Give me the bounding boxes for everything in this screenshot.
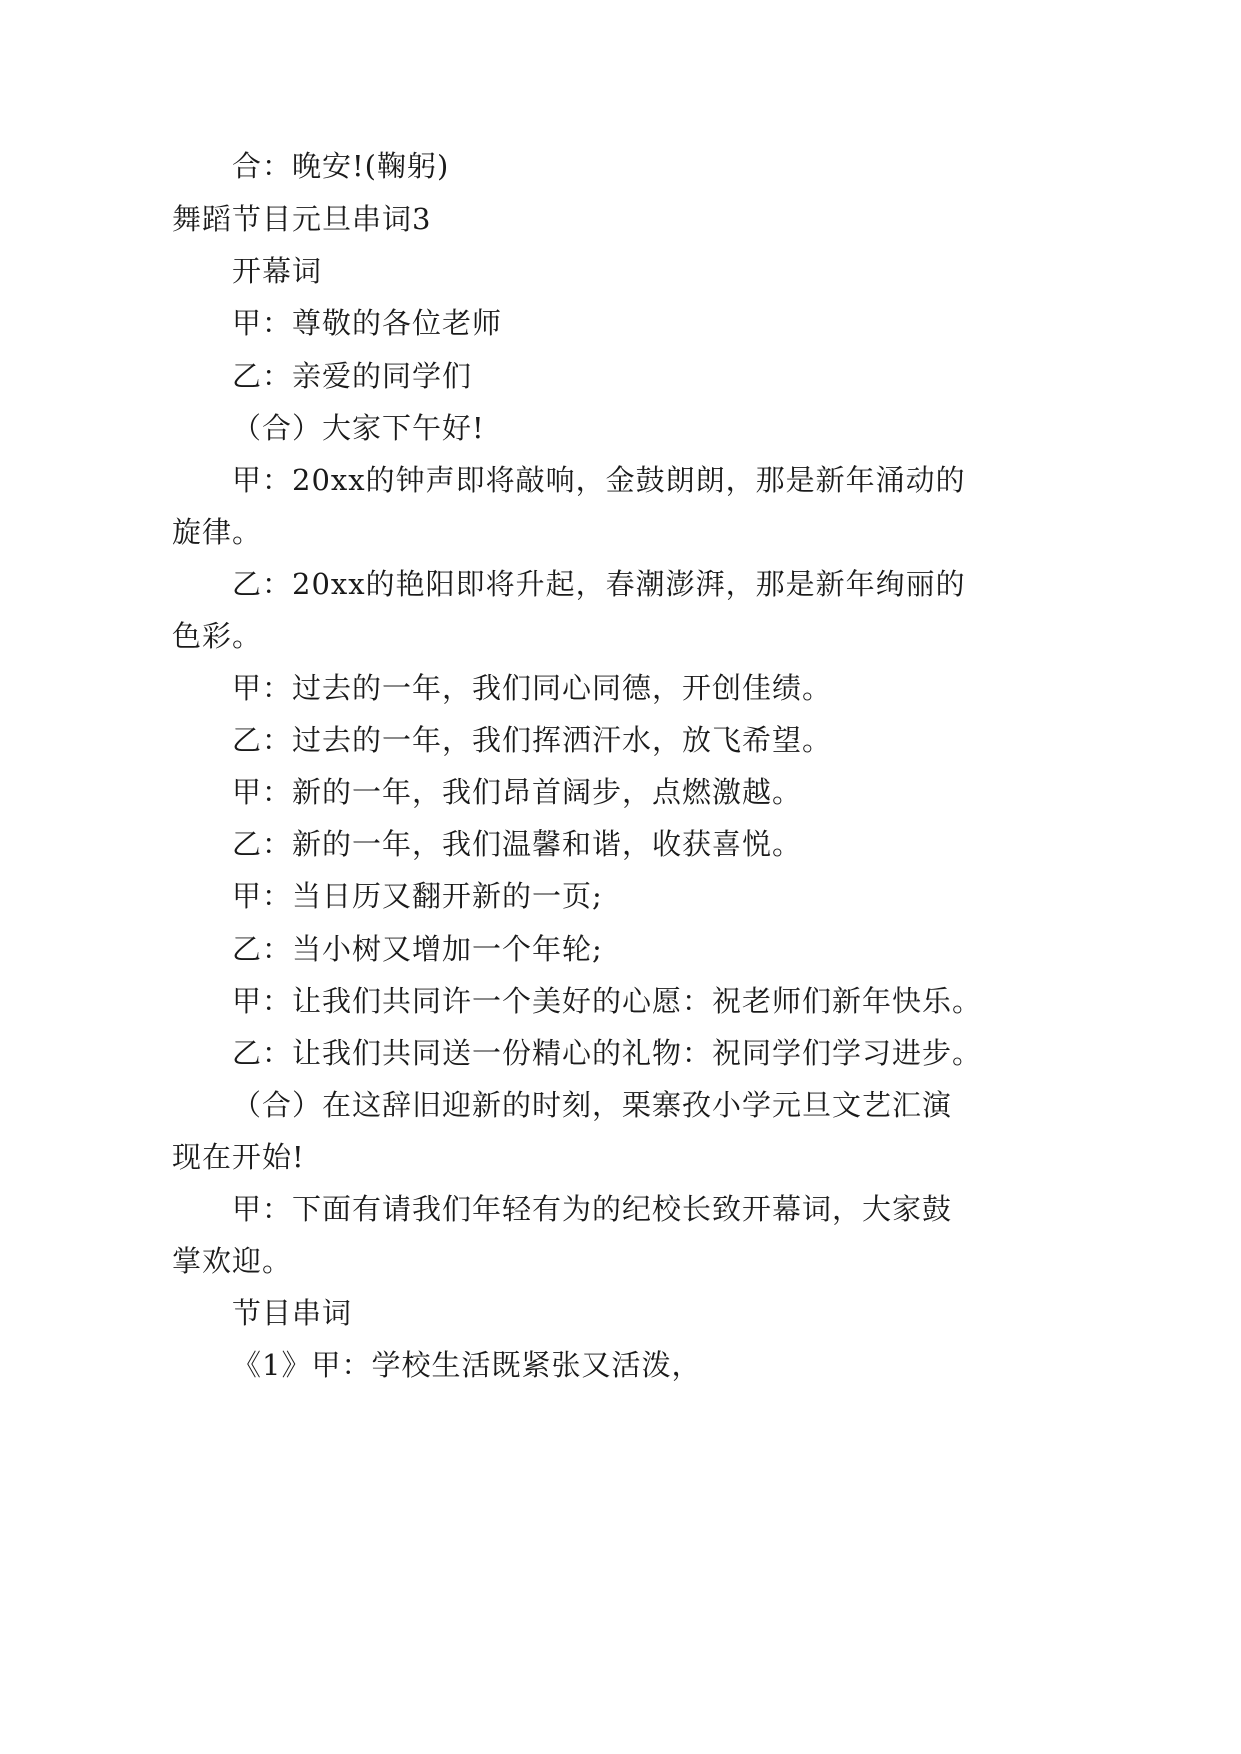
text-line: 甲：20xx的钟声即将敲响，金鼓朗朗，那是新年涌动的 bbox=[232, 463, 966, 497]
text-line: 乙：新的一年，我们温馨和谐，收获喜悦。 bbox=[232, 827, 803, 861]
text-line: 甲：当日历又翻开新的一页; bbox=[232, 879, 603, 913]
subsection-title: 节目串词 bbox=[232, 1296, 353, 1330]
text-line: （合）在这辞旧迎新的时刻，栗寨孜小学元旦文艺汇演 bbox=[232, 1088, 953, 1122]
text-line: 合：晚安!(鞠躬) bbox=[232, 149, 450, 183]
text-line: 旋律。 bbox=[172, 515, 263, 549]
text-line: 甲：过去的一年，我们同心同德，开创佳绩。 bbox=[232, 671, 833, 705]
text-line: 色彩。 bbox=[172, 619, 263, 653]
text-line: 掌欢迎。 bbox=[172, 1244, 293, 1278]
text-line: 乙：当小树又增加一个年轮; bbox=[232, 932, 603, 966]
text-line: （合）大家下午好! bbox=[232, 411, 485, 445]
subsection-title: 开幕词 bbox=[232, 254, 323, 288]
text-line: 乙：让我们共同送一份精心的礼物：祝同学们学习进步。 bbox=[232, 1036, 983, 1070]
text-line: 乙：过去的一年，我们挥洒汗水，放飞希望。 bbox=[232, 723, 833, 757]
text-line: 乙：亲爱的同学们 bbox=[232, 359, 473, 393]
text-line: 甲：尊敬的各位老师 bbox=[232, 306, 503, 340]
section-title: 舞蹈节目元旦串词3 bbox=[172, 202, 432, 236]
text-line: 甲：新的一年，我们昂首阔步，点燃激越。 bbox=[232, 775, 803, 809]
text-line: 现在开始! bbox=[172, 1140, 305, 1174]
text-line: 《1》甲：学校生活既紧张又活泼， bbox=[232, 1348, 702, 1382]
text-line: 甲：下面有请我们年轻有为的纪校长致开幕词，大家鼓 bbox=[232, 1192, 953, 1226]
text-line: 甲：让我们共同许一个美好的心愿：祝老师们新年快乐。 bbox=[232, 984, 983, 1018]
text-line: 乙：20xx的艳阳即将升起，春潮澎湃，那是新年绚丽的 bbox=[232, 567, 966, 601]
